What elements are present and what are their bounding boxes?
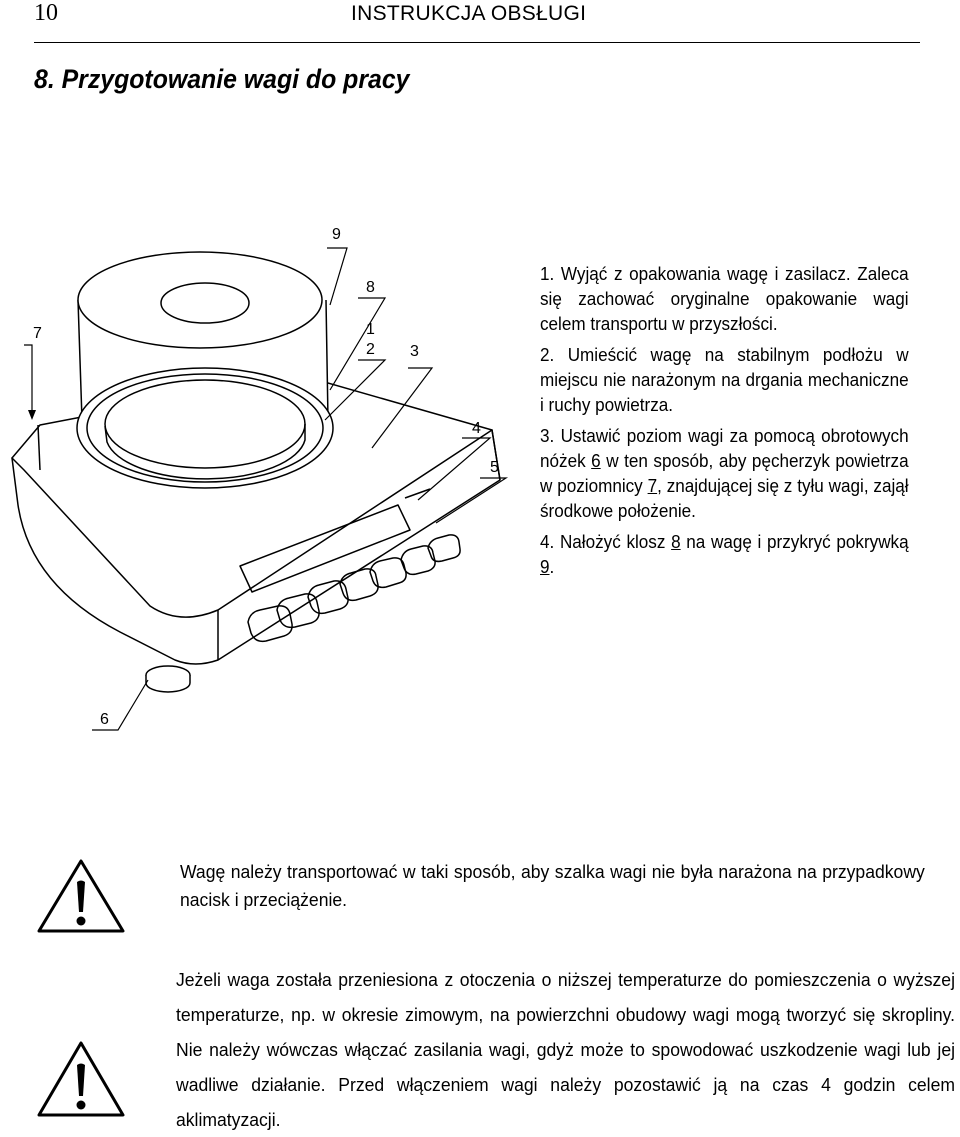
page-number: 10	[34, 0, 58, 26]
warning-triangle-icon	[36, 858, 126, 934]
ref-foot-6: 6	[591, 451, 601, 471]
section-title: 8. Przygotowanie wagi do pracy	[34, 64, 410, 94]
ref-level-7: 7	[647, 476, 658, 496]
ref-shield-8: 8	[671, 532, 681, 552]
step-4: 4. Nałożyć klosz 8 na wagę i przykryć pokrywką 9.	[540, 532, 909, 577]
callout-2: 2	[366, 341, 375, 358]
header-title: INSTRUKCJA OBSŁUGI	[351, 2, 587, 25]
callout-4: 4	[472, 420, 481, 437]
callout-8: 8	[366, 279, 375, 296]
step-2: 2. Umieścić wagę na stabilnym podłożu w miejscu nie narażonym na drgania mechaniczne i ruchy powietrza.	[540, 345, 909, 415]
ref-cover-9: 9	[540, 557, 550, 577]
step-1: 1. Wyjąć z opakowania wagę i zasilacz. Zaleca się zachować oryginalne opakowanie wagi celem transportu w przyszłości.	[540, 264, 909, 334]
callout-3: 3	[410, 343, 419, 360]
header-divider	[34, 42, 920, 43]
callout-6: 6	[100, 711, 109, 728]
callout-1: 1	[366, 321, 375, 338]
warning-triangle-icon	[36, 1040, 126, 1118]
callout-5: 5	[490, 459, 499, 476]
warning-acclimatization: Jeżeli waga została przeniesiona z otoczenia o niższej temperaturze do pomieszczenia o wyższej temperaturze, np. w okresie zimowym, na powierzchni obudowy wagi mogą tworzyć się skropliny. Nie należy wówczas włączać zasilania wagi, gdyż może to spowodować uszkodzenie wagi lub jej wadliwe działanie. Przed włączeniem wagi należy pozostawić ją na czas 4 godzin celem aklimatyzacji.	[176, 969, 955, 1130]
callout-7: 7	[33, 325, 42, 342]
setup-steps	[540, 262, 909, 586]
scale-illustration	[0, 215, 530, 735]
warning-transport: Wagę należy transportować w taki sposób, aby szalka wagi nie była narażona na przypadkowy nacisk i przeciążenie.	[180, 861, 925, 910]
step-3: 3. Ustawić poziom wagi za pomocą obrotowych nóżek 6 w ten sposób, aby pęcherzyk powietrza w poziomnicy 7, znajdującej się z tyłu wagi, zajął środkowe położenie.	[540, 426, 909, 521]
callout-9: 9	[332, 226, 341, 243]
scale-drawing	[12, 252, 500, 692]
